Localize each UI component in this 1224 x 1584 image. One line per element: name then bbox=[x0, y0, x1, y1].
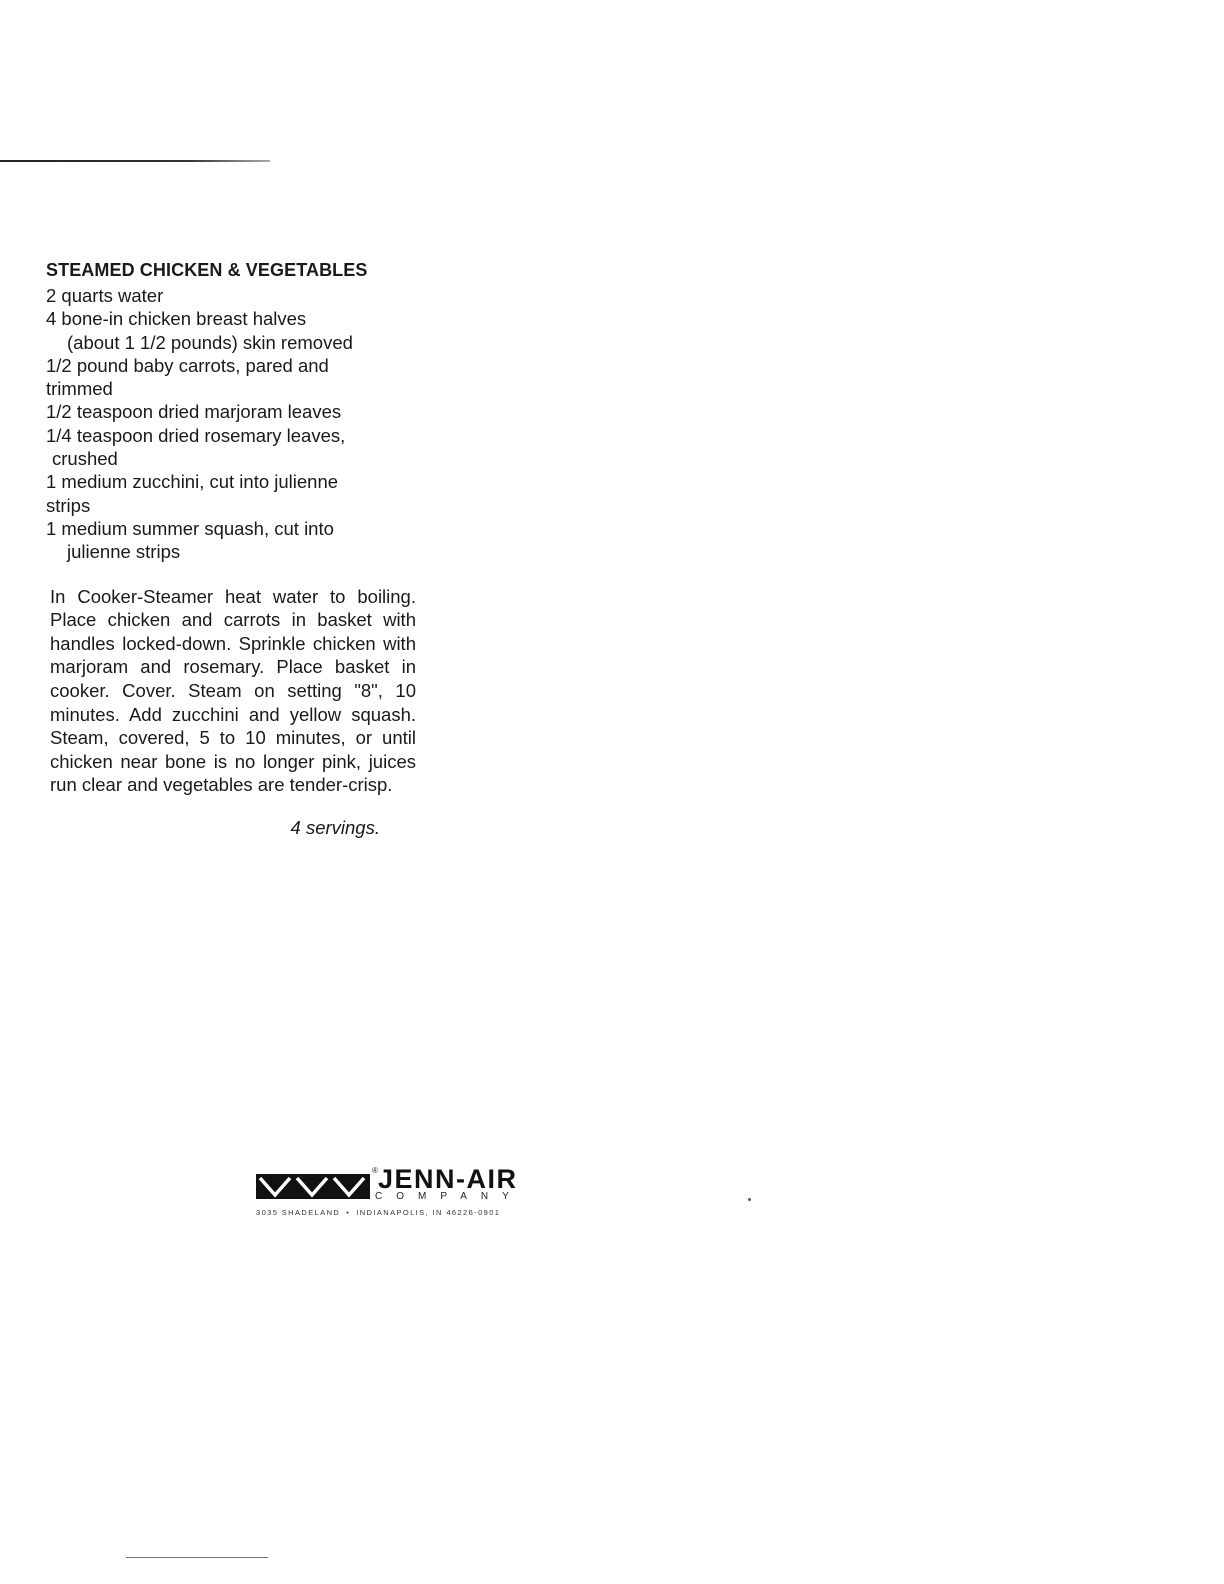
recipe-yield: 4 servings. bbox=[290, 816, 380, 838]
ingredient-line: 2 quarts water bbox=[46, 285, 164, 306]
company-address bbox=[256, 1208, 556, 1217]
ingredient-line: julienne strips bbox=[67, 541, 181, 563]
top-divider-rule bbox=[0, 160, 270, 162]
ingredient-line: 1 medium summer squash, cut into bbox=[46, 517, 334, 539]
address-bullet: • bbox=[346, 1208, 351, 1217]
address-city: INDIANAPOLIS, IN 46226-0901 bbox=[356, 1208, 501, 1217]
ingredient-line: strips bbox=[46, 494, 91, 516]
recipe bbox=[46, 256, 418, 839]
recipe-title: STEAMED CHICKEN & VEGETABLES bbox=[46, 260, 368, 280]
jenn-air-chevron-icon bbox=[256, 1174, 370, 1199]
brand-company: COMPANY bbox=[375, 1191, 523, 1202]
ingredient-line: 4 bone-in chicken breast halves bbox=[46, 308, 307, 330]
brand-name: JENN-AIR bbox=[378, 1164, 518, 1194]
ingredient-line: trimmed bbox=[46, 378, 113, 400]
ingredient-list bbox=[46, 284, 418, 564]
ingredient-line: 1/4 teaspoon dried rosemary leaves, bbox=[46, 424, 346, 446]
ingredient-line: (about 1 1/2 pounds) skin removed bbox=[67, 331, 353, 353]
scan-speck bbox=[748, 1198, 751, 1201]
ingredient-line: 1/2 pound baby carrots, pared and bbox=[46, 354, 329, 376]
ingredient-line: 1/2 teaspoon dried marjoram leaves bbox=[46, 401, 342, 423]
bottom-rule bbox=[126, 1557, 268, 1558]
jenn-air-logo bbox=[256, 1166, 546, 1222]
registered-mark: ® bbox=[372, 1166, 378, 1175]
address-street: 3035 SHADELAND bbox=[256, 1208, 341, 1217]
ingredient-line: crushed bbox=[52, 448, 118, 470]
recipe-directions: In Cooker-Steamer heat water to boiling. Place chicken and carrots in basket with handles locked-down. Sprinkle chicken with marjoram and rosemary. Place basket in cooker. Cover. Steam on setting "8", 10 minutes. Add zucchini and yellow squash. Steam, covered, 5 to 10 minutes, or until chicken near bone is no longer pink, juices run clear and vegetables are tender-crisp. bbox=[50, 585, 416, 796]
ingredient-line: 1 medium zucchini, cut into julienne bbox=[46, 471, 339, 493]
